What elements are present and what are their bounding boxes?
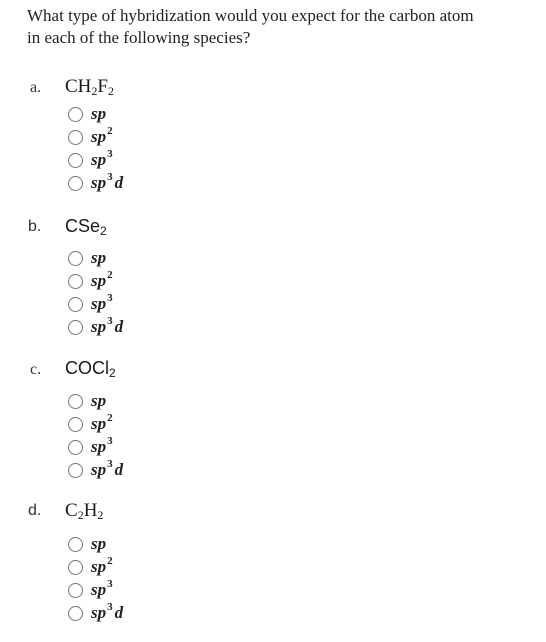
option-sp3d[interactable] bbox=[68, 315, 268, 340]
species-base: COCl bbox=[65, 358, 109, 378]
option-base: sp bbox=[91, 173, 107, 192]
option-superscript: 3 bbox=[107, 315, 113, 327]
option-suffix: d bbox=[114, 460, 124, 479]
option-sp2[interactable] bbox=[68, 555, 268, 580]
species-formula bbox=[65, 76, 114, 98]
radio-button[interactable] bbox=[68, 417, 83, 432]
option-label bbox=[91, 173, 123, 193]
option-sp2[interactable] bbox=[68, 125, 268, 150]
species-subscript: 2 bbox=[107, 84, 114, 98]
radio-button[interactable] bbox=[68, 606, 83, 621]
species-base: CH bbox=[65, 76, 92, 97]
radio-button[interactable] bbox=[68, 537, 83, 552]
species-formula bbox=[65, 216, 107, 237]
option-sp3[interactable] bbox=[68, 292, 268, 317]
option-base: sp bbox=[91, 294, 107, 313]
option-label bbox=[91, 271, 113, 291]
option-base: sp bbox=[91, 150, 107, 169]
option-sp2[interactable] bbox=[68, 269, 268, 294]
question-line-2: in each of the following species? bbox=[27, 28, 251, 47]
option-sp3d[interactable] bbox=[68, 171, 268, 196]
option-superscript: 2 bbox=[107, 125, 113, 137]
species-subscript: 2 bbox=[77, 508, 84, 522]
radio-button[interactable] bbox=[68, 107, 83, 122]
option-sp[interactable] bbox=[68, 105, 268, 127]
radio-button[interactable] bbox=[68, 297, 83, 312]
part-label: a. bbox=[30, 79, 42, 96]
radio-button[interactable] bbox=[68, 130, 83, 145]
option-superscript: 2 bbox=[107, 412, 113, 424]
option-label bbox=[91, 460, 123, 480]
option-superscript: 3 bbox=[107, 435, 113, 447]
species-subscript: 2 bbox=[100, 224, 107, 238]
option-base: sp bbox=[91, 534, 107, 553]
option-superscript: 3 bbox=[107, 458, 113, 470]
option-superscript: 3 bbox=[107, 171, 113, 183]
radio-button[interactable] bbox=[68, 394, 83, 409]
radio-button[interactable] bbox=[68, 320, 83, 335]
option-superscript: 3 bbox=[107, 578, 113, 590]
option-sp3[interactable] bbox=[68, 148, 268, 173]
species-mid: H bbox=[83, 500, 98, 521]
option-label bbox=[91, 391, 106, 411]
option-superscript: 3 bbox=[107, 148, 113, 160]
option-label bbox=[91, 414, 113, 434]
option-label bbox=[91, 534, 106, 554]
option-label bbox=[91, 150, 113, 170]
option-base: sp bbox=[91, 127, 107, 146]
option-label bbox=[91, 603, 123, 623]
option-suffix: d bbox=[114, 317, 124, 336]
species-formula bbox=[65, 358, 116, 379]
option-sp3[interactable] bbox=[68, 578, 268, 603]
option-base: sp bbox=[91, 603, 107, 622]
species-mid: F bbox=[97, 76, 108, 97]
option-sp[interactable] bbox=[68, 535, 268, 557]
option-label bbox=[91, 437, 113, 457]
part-label: b. bbox=[28, 218, 42, 235]
option-sp3d[interactable] bbox=[68, 458, 268, 483]
option-label bbox=[91, 127, 113, 147]
species-subscript: 2 bbox=[109, 366, 116, 380]
radio-button[interactable] bbox=[68, 176, 83, 191]
radio-button[interactable] bbox=[68, 583, 83, 598]
option-sp3[interactable] bbox=[68, 435, 268, 460]
option-base: sp bbox=[91, 557, 107, 576]
option-sp[interactable] bbox=[68, 392, 268, 414]
option-sp3d[interactable] bbox=[68, 601, 268, 626]
question-line-1: What type of hybridization would you expect for the carbon atom bbox=[27, 6, 474, 25]
option-base: sp bbox=[91, 248, 107, 267]
option-superscript: 2 bbox=[107, 269, 113, 281]
option-base: sp bbox=[91, 437, 107, 456]
option-label bbox=[91, 557, 113, 577]
option-base: sp bbox=[91, 317, 107, 336]
radio-button[interactable] bbox=[68, 153, 83, 168]
option-base: sp bbox=[91, 391, 107, 410]
radio-button[interactable] bbox=[68, 274, 83, 289]
option-sp2[interactable] bbox=[68, 412, 268, 437]
option-label bbox=[91, 294, 113, 314]
species-base: C bbox=[65, 500, 78, 521]
option-sp[interactable] bbox=[68, 249, 268, 271]
option-base: sp bbox=[91, 104, 107, 123]
option-suffix: d bbox=[114, 173, 124, 192]
option-label bbox=[91, 580, 113, 600]
radio-button[interactable] bbox=[68, 463, 83, 478]
option-base: sp bbox=[91, 580, 107, 599]
radio-button[interactable] bbox=[68, 440, 83, 455]
part-label: d. bbox=[28, 502, 42, 519]
option-label bbox=[91, 317, 123, 337]
option-superscript: 3 bbox=[107, 292, 113, 304]
option-superscript: 2 bbox=[107, 555, 113, 567]
option-base: sp bbox=[91, 460, 107, 479]
option-label bbox=[91, 248, 106, 268]
species-formula bbox=[65, 500, 103, 522]
species-subscript: 2 bbox=[91, 84, 98, 98]
part-label: c. bbox=[30, 361, 42, 378]
option-base: sp bbox=[91, 414, 107, 433]
question-prompt bbox=[27, 5, 532, 49]
species-subscript: 2 bbox=[97, 508, 104, 522]
species-base: CSe bbox=[65, 216, 101, 236]
option-label bbox=[91, 104, 106, 124]
option-suffix: d bbox=[114, 603, 124, 622]
radio-button[interactable] bbox=[68, 560, 83, 575]
radio-button[interactable] bbox=[68, 251, 83, 266]
option-base: sp bbox=[91, 271, 107, 290]
option-superscript: 3 bbox=[107, 601, 113, 613]
